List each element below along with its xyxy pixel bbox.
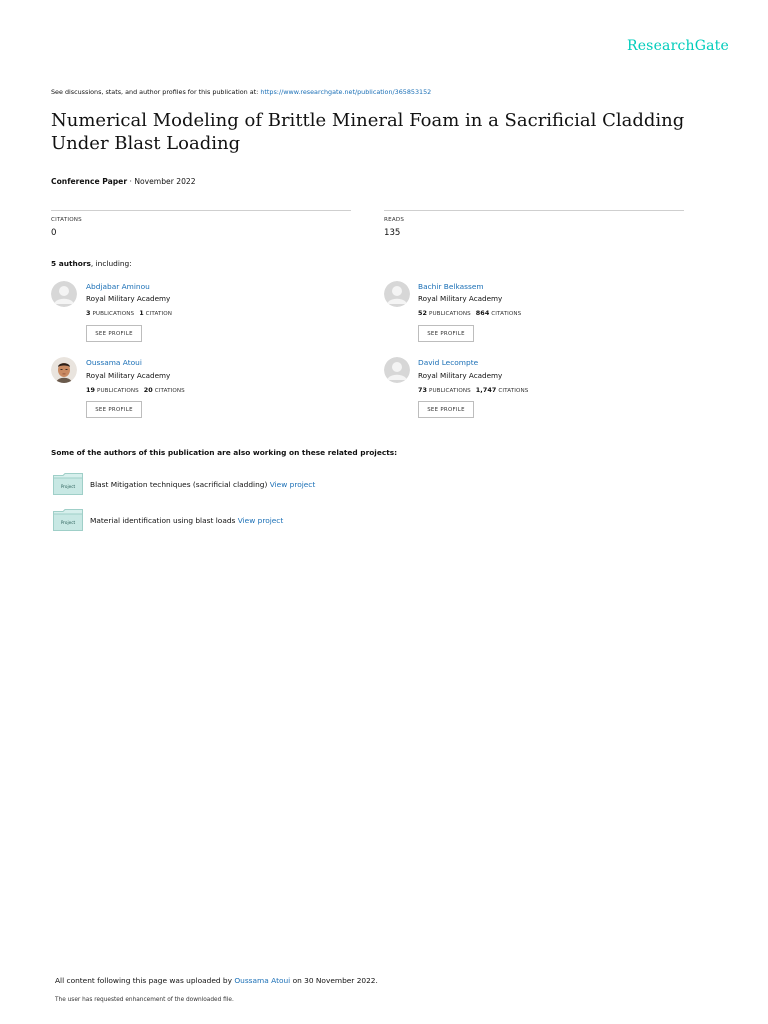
publications-label: PUBLICATIONS [92, 311, 135, 317]
avatar-placeholder-icon[interactable] [384, 281, 410, 307]
publication-type [51, 177, 196, 186]
publication-title: Numerical Modeling of Brittle Mineral Foam in a Sacrificial Cladding Under Blast Loading [51, 110, 685, 154]
citations-label: CITATIONS [51, 217, 82, 223]
view-project-link[interactable]: View project [237, 516, 284, 525]
project-item [90, 480, 315, 489]
publications-count: 3 [86, 309, 91, 317]
upload-prefix: All content following this page was uploaded by [55, 976, 235, 985]
publications-label: PUBLICATIONS [428, 388, 471, 394]
discussion-line [51, 88, 431, 96]
uploader-link[interactable]: Oussama Atoui [234, 976, 291, 985]
project-folder-icon [53, 509, 83, 531]
citations-count: 1,747 [475, 386, 497, 394]
upload-info [55, 976, 378, 985]
upload-suffix: on 30 November 2022. [290, 976, 378, 985]
view-project-link[interactable]: View project [269, 480, 316, 489]
citations-divider [51, 210, 351, 211]
authors-heading [51, 259, 132, 268]
citations-label: CITATIONS [491, 311, 522, 317]
reads-value: 135 [384, 228, 401, 238]
publication-url-link[interactable]: https://www.researchgate.net/publication/365853152 [260, 88, 432, 96]
publications-count: 73 [418, 386, 428, 394]
avatar-placeholder-icon[interactable] [384, 357, 410, 383]
project-name: Material identification using blast loads [90, 516, 238, 525]
author-affiliation: Royal Military Academy [418, 371, 503, 380]
author-name-link[interactable]: Abdjabar Aminou [86, 282, 150, 291]
author-stats [86, 386, 185, 394]
project-icon-label: Project [60, 520, 76, 525]
citations-count: 864 [475, 309, 490, 317]
project-icon-label: Project [60, 484, 76, 489]
author-name-link[interactable]: Oussama Atoui [86, 358, 142, 367]
author-stats [86, 309, 172, 317]
publications-count: 52 [418, 309, 428, 317]
reads-divider [384, 210, 684, 211]
see-profile-button[interactable]: SEE PROFILE [418, 325, 474, 342]
authors-count: 5 authors [51, 259, 91, 268]
publications-label: PUBLICATIONS [428, 311, 471, 317]
author-name-link[interactable]: Bachir Belkassem [418, 282, 484, 291]
author-photo-avatar[interactable] [51, 357, 77, 383]
author-name-link[interactable]: David Lecompte [418, 358, 479, 367]
author-stats [418, 309, 521, 317]
citations-label: CITATIONS [154, 388, 185, 394]
publication-date: · November 2022 [127, 177, 196, 186]
citations-value: 0 [51, 228, 57, 238]
citations-count: 1 [139, 309, 144, 317]
author-stats [418, 386, 528, 394]
authors-suffix: , including: [90, 259, 132, 268]
enhancement-note: The user has requested enhancement of the downloaded file. [55, 997, 234, 1003]
author-affiliation: Royal Military Academy [418, 294, 503, 303]
related-projects-heading: Some of the authors of this publication are also working on these related projects: [51, 448, 398, 457]
avatar-placeholder-icon[interactable] [51, 281, 77, 307]
project-item [90, 516, 283, 525]
see-profile-button[interactable]: SEE PROFILE [418, 401, 474, 418]
author-affiliation: Royal Military Academy [86, 371, 171, 380]
publications-label: PUBLICATIONS [96, 388, 139, 394]
project-folder-icon [53, 473, 83, 495]
researchgate-logo[interactable]: ResearchGate [626, 38, 729, 54]
reads-label: READS [384, 217, 405, 223]
author-affiliation: Royal Military Academy [86, 294, 171, 303]
publications-count: 19 [86, 386, 96, 394]
citations-count: 20 [143, 386, 153, 394]
see-profile-button[interactable]: SEE PROFILE [86, 401, 142, 418]
project-name: Blast Mitigation techniques (sacrificial cladding) [90, 480, 270, 489]
citations-label: CITATION [145, 311, 173, 317]
citations-label: CITATIONS [498, 388, 529, 394]
publication-type-label: Conference Paper [51, 177, 128, 186]
see-profile-button[interactable]: SEE PROFILE [86, 325, 142, 342]
discussion-prefix: See discussions, stats, and author profiles for this publication at: [51, 88, 261, 96]
